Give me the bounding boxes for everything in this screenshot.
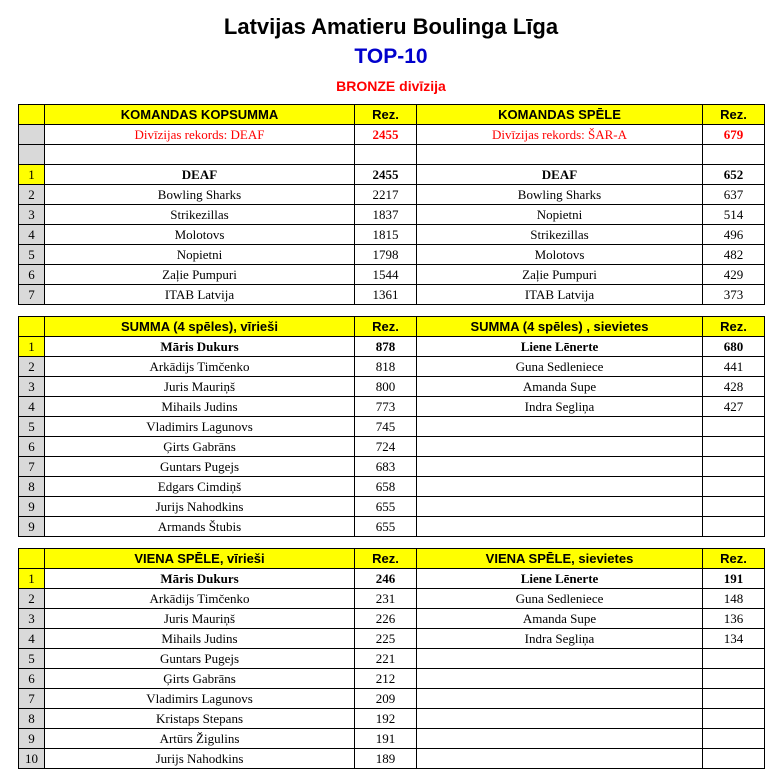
record-right-value: 679 (703, 125, 765, 145)
row-rank: 3 (19, 205, 45, 225)
row-left-score: 658 (355, 477, 417, 497)
table-row (19, 589, 765, 609)
table-row (19, 285, 765, 305)
row-right-name: Strikezillas (417, 225, 703, 245)
row-right-name: Guna Sedleniece (417, 357, 703, 377)
row-left-score: 221 (355, 649, 417, 669)
row-left-score: 1815 (355, 225, 417, 245)
row-rank: 3 (19, 377, 45, 397)
row-rank: 5 (19, 417, 45, 437)
table-row (19, 609, 765, 629)
row-left-name: Ģirts Gabrāns (45, 437, 355, 457)
row-right-name (417, 649, 703, 669)
row-left-score: 231 (355, 589, 417, 609)
row-right-score (703, 689, 765, 709)
table-row (19, 457, 765, 477)
page-subtitle: TOP-10 (354, 45, 428, 69)
row-right-name (417, 689, 703, 709)
table-header-row (19, 105, 765, 125)
row-left-score: 724 (355, 437, 417, 457)
column-header-right-rez: Rez. (703, 105, 765, 125)
table-row (19, 477, 765, 497)
row-right-score: 637 (703, 185, 765, 205)
row-rank: 3 (19, 609, 45, 629)
row-left-score: 2455 (355, 165, 417, 185)
section-table-single-game (18, 548, 765, 769)
row-rank: 7 (19, 285, 45, 305)
row-left-name: Juris Mauriņš (45, 609, 355, 629)
row-left-score: 189 (355, 749, 417, 769)
table-row (19, 205, 765, 225)
row-left-name: Arkādijs Timčenko (45, 589, 355, 609)
row-right-score (703, 417, 765, 437)
row-right-score: 427 (703, 397, 765, 417)
separator-cell (703, 145, 765, 165)
table-row (19, 437, 765, 457)
record-left-value: 2455 (355, 125, 417, 145)
row-rank: 10 (19, 749, 45, 769)
table-row (19, 377, 765, 397)
row-left-score: 1837 (355, 205, 417, 225)
row-rank: 8 (19, 709, 45, 729)
separator-cell (355, 145, 417, 165)
table-row (19, 497, 765, 517)
row-right-name (417, 517, 703, 537)
row-right-name (417, 497, 703, 517)
row-rank: 4 (19, 629, 45, 649)
header-rank-cell (19, 549, 45, 569)
row-rank: 9 (19, 729, 45, 749)
row-left-score: 246 (355, 569, 417, 589)
row-left-name: Artūrs Žigulins (45, 729, 355, 749)
section-table-sum-four-games (18, 316, 765, 537)
row-rank: 1 (19, 337, 45, 357)
row-right-score: 441 (703, 357, 765, 377)
row-rank: 2 (19, 185, 45, 205)
row-right-score: 652 (703, 165, 765, 185)
row-right-name: Nopietni (417, 205, 703, 225)
table-header-row (19, 317, 765, 337)
row-right-name: Liene Lēnerte (417, 569, 703, 589)
row-right-name: Indra Segliņa (417, 629, 703, 649)
row-rank: 1 (19, 569, 45, 589)
row-left-name: Arkādijs Timčenko (45, 357, 355, 377)
row-left-name: Zaļie Pumpuri (45, 265, 355, 285)
row-left-name: Mihails Judins (45, 397, 355, 417)
row-left-score: 225 (355, 629, 417, 649)
row-right-name (417, 709, 703, 729)
table-row (19, 337, 765, 357)
row-right-name: Liene Lēnerte (417, 337, 703, 357)
row-right-score: 136 (703, 609, 765, 629)
table-row (19, 689, 765, 709)
table-row (19, 185, 765, 205)
row-left-score: 800 (355, 377, 417, 397)
row-right-score: 428 (703, 377, 765, 397)
row-left-name: Strikezillas (45, 205, 355, 225)
row-right-name: Amanda Supe (417, 377, 703, 397)
row-left-score: 878 (355, 337, 417, 357)
row-right-name: Molotovs (417, 245, 703, 265)
row-left-name: Edgars Cimdiņš (45, 477, 355, 497)
table-row (19, 629, 765, 649)
row-left-name: Māris Dukurs (45, 337, 355, 357)
row-left-score: 1544 (355, 265, 417, 285)
table-row (19, 569, 765, 589)
row-left-score: 191 (355, 729, 417, 749)
row-right-score (703, 437, 765, 457)
row-left-score: 655 (355, 497, 417, 517)
row-rank: 6 (19, 265, 45, 285)
column-header-left: VIENA SPĒLE, vīrieši (45, 549, 355, 569)
table-row (19, 517, 765, 537)
row-right-name: Bowling Sharks (417, 185, 703, 205)
table-row (19, 649, 765, 669)
row-right-score: 482 (703, 245, 765, 265)
row-rank: 8 (19, 477, 45, 497)
row-rank: 1 (19, 165, 45, 185)
row-left-score: 1361 (355, 285, 417, 305)
row-rank: 4 (19, 225, 45, 245)
column-header-right: SUMMA (4 spēles) , sievietes (417, 317, 703, 337)
row-right-score: 134 (703, 629, 765, 649)
row-left-name: Māris Dukurs (45, 569, 355, 589)
separator-cell (45, 145, 355, 165)
table-row (19, 709, 765, 729)
row-left-score: 209 (355, 689, 417, 709)
row-right-name: DEAF (417, 165, 703, 185)
row-right-score (703, 749, 765, 769)
row-right-score: 514 (703, 205, 765, 225)
row-left-name: Kristaps Stepans (45, 709, 355, 729)
record-right-label: Divīzijas rekords: ŠAR-A (417, 125, 703, 145)
row-right-name (417, 749, 703, 769)
row-left-score: 745 (355, 417, 417, 437)
table-row (19, 225, 765, 245)
row-right-name: Zaļie Pumpuri (417, 265, 703, 285)
row-right-name: ITAB Latvija (417, 285, 703, 305)
column-header-left-rez: Rez. (355, 549, 417, 569)
header-rank-cell (19, 317, 45, 337)
row-right-score: 148 (703, 589, 765, 609)
column-header-right: KOMANDAS SPĒLE (417, 105, 703, 125)
row-rank: 6 (19, 437, 45, 457)
row-left-name: Jurijs Nahodkins (45, 497, 355, 517)
row-left-name: Jurijs Nahodkins (45, 749, 355, 769)
table-row (19, 265, 765, 285)
row-right-score (703, 477, 765, 497)
row-right-name: Indra Segliņa (417, 397, 703, 417)
division-record-row (19, 125, 765, 145)
table-row (19, 749, 765, 769)
row-left-score: 1798 (355, 245, 417, 265)
record-left-label: Divīzijas rekords: DEAF (45, 125, 355, 145)
row-right-score (703, 649, 765, 669)
row-rank: 6 (19, 669, 45, 689)
row-right-score (703, 497, 765, 517)
row-left-name: DEAF (45, 165, 355, 185)
row-right-score (703, 669, 765, 689)
row-right-name: Guna Sedleniece (417, 589, 703, 609)
row-right-name (417, 477, 703, 497)
row-left-score: 683 (355, 457, 417, 477)
row-left-name: Armands Štubis (45, 517, 355, 537)
report-header (0, 0, 782, 94)
table-row (19, 729, 765, 749)
row-left-name: Bowling Sharks (45, 185, 355, 205)
row-left-name: Nopietni (45, 245, 355, 265)
row-left-name: Guntars Pugejs (45, 649, 355, 669)
row-rank: 5 (19, 245, 45, 265)
tables-container (0, 104, 782, 769)
row-right-score (703, 517, 765, 537)
table-row (19, 357, 765, 377)
row-left-score: 818 (355, 357, 417, 377)
row-right-score: 429 (703, 265, 765, 285)
row-right-score: 496 (703, 225, 765, 245)
row-rank: 9 (19, 517, 45, 537)
table-row (19, 417, 765, 437)
record-rank-cell (19, 125, 45, 145)
row-left-name: Mihails Judins (45, 629, 355, 649)
row-left-score: 212 (355, 669, 417, 689)
row-left-name: Vladimirs Lagunovs (45, 417, 355, 437)
row-left-score: 2217 (355, 185, 417, 205)
table-row (19, 245, 765, 265)
row-right-score: 373 (703, 285, 765, 305)
row-right-name (417, 457, 703, 477)
row-right-score: 191 (703, 569, 765, 589)
column-header-left: KOMANDAS KOPSUMMA (45, 105, 355, 125)
row-rank: 4 (19, 397, 45, 417)
row-left-name: Vladimirs Lagunovs (45, 689, 355, 709)
column-header-left-rez: Rez. (355, 105, 417, 125)
division-label: BRONZE divīzija (336, 77, 446, 94)
row-left-score: 655 (355, 517, 417, 537)
row-right-name (417, 437, 703, 457)
header-rank-cell (19, 105, 45, 125)
row-right-score: 680 (703, 337, 765, 357)
row-right-score (703, 457, 765, 477)
section-spacer (0, 305, 782, 316)
separator-cell (19, 145, 45, 165)
row-left-score: 192 (355, 709, 417, 729)
column-header-left: SUMMA (4 spēles), vīrieši (45, 317, 355, 337)
separator-row (19, 145, 765, 165)
row-left-score: 226 (355, 609, 417, 629)
table-row (19, 397, 765, 417)
row-right-name (417, 729, 703, 749)
column-header-right-rez: Rez. (703, 549, 765, 569)
row-right-score (703, 729, 765, 749)
separator-cell (417, 145, 703, 165)
row-rank: 5 (19, 649, 45, 669)
row-left-name: Juris Mauriņš (45, 377, 355, 397)
row-left-name: Ģirts Gabrāns (45, 669, 355, 689)
row-left-name: Guntars Pugejs (45, 457, 355, 477)
row-rank: 7 (19, 457, 45, 477)
row-left-name: ITAB Latvija (45, 285, 355, 305)
column-header-left-rez: Rez. (355, 317, 417, 337)
page-title: Latvijas Amatieru Boulinga Līga (223, 14, 559, 39)
row-rank: 7 (19, 689, 45, 709)
row-left-name: Molotovs (45, 225, 355, 245)
table-row (19, 669, 765, 689)
row-left-score: 773 (355, 397, 417, 417)
row-right-name (417, 669, 703, 689)
table-header-row (19, 549, 765, 569)
section-table-team-total (18, 104, 765, 305)
row-rank: 2 (19, 357, 45, 377)
row-right-name: Amanda Supe (417, 609, 703, 629)
row-right-name (417, 417, 703, 437)
row-rank: 9 (19, 497, 45, 517)
table-row (19, 165, 765, 185)
section-spacer (0, 537, 782, 548)
column-header-right-rez: Rez. (703, 317, 765, 337)
row-rank: 2 (19, 589, 45, 609)
row-right-score (703, 709, 765, 729)
column-header-right: VIENA SPĒLE, sievietes (417, 549, 703, 569)
